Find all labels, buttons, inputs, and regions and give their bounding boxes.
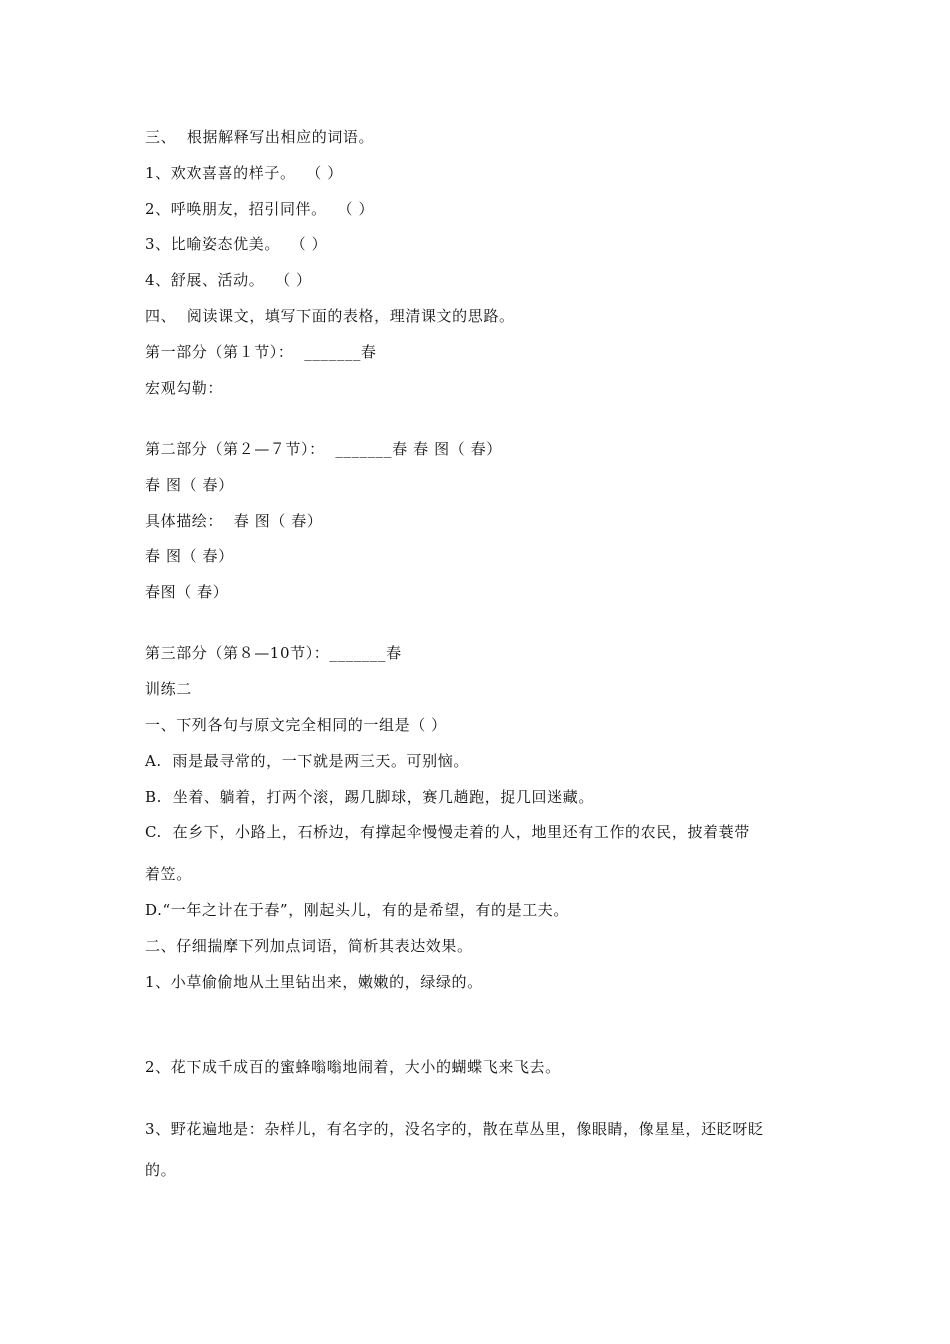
section3-item-3: 3、比喻姿态优美。 （ ） <box>145 235 328 253</box>
spring-row-2: 春 图（ 春） <box>145 547 234 565</box>
section3-item-4: 4、舒展、活动。 （ ） <box>145 271 312 289</box>
part1-line: 第一部分（第１节）： _______春 <box>145 343 377 361</box>
section3-item-2: 2、呼唤朋友，招引同伴。 （ ） <box>145 200 375 218</box>
q2-item-1: 1、小草偷偷地从土里钻出来，嫩嫩的，绿绿的。 <box>145 973 483 991</box>
concrete-line: 具体描绘： 春 图（ 春） <box>145 512 323 530</box>
q2-item-2: 2、花下成千成百的蜜蜂嗡嗡地闹着，大小的蝴蝶飞来飞去。 <box>145 1058 561 1076</box>
section3-heading: 三、 根据解释写出相应的词语。 <box>145 128 375 146</box>
q1-option-c-continued: 着笠。 <box>145 865 192 883</box>
q2-item-3-continued: 的。 <box>145 1161 177 1179</box>
macro-label: 宏观勾勒： <box>145 379 224 397</box>
spring-row-1: 春 图（ 春） <box>145 476 234 494</box>
q2-question: 二、仔细揣摩下列加点词语，简析其表达效果。 <box>145 937 473 955</box>
q1-option-a: A. 雨是最寻常的，一下就是两三天。可别恼。 <box>145 752 469 770</box>
q1-option-d: D.“一年之计在于春”，刚起头儿，有的是希望，有的是工夫。 <box>145 901 569 919</box>
q1-option-b: B. 坐着、躺着，打两个滚，踢几脚球，赛几趟跑，捉几回迷藏。 <box>145 788 594 806</box>
q1-option-c: C. 在乡下，小路上，石桥边，有撑起伞慢慢走着的人，地里还有工作的农民，披着蓑带 <box>145 823 750 841</box>
q2-item-3: 3、野花遍地是：杂样儿，有名字的，没名字的，散在草丛里，像眼睛，像星星，还眨呀眨 <box>145 1120 764 1138</box>
q1-question: 一、下列各句与原文完全相同的一组是（ ） <box>145 716 447 734</box>
spring-row-3: 春图（ 春） <box>145 583 229 601</box>
training2-title: 训练二 <box>145 680 192 698</box>
part2-line: 第二部分（第２—７节）： _______春 春 图（ 春） <box>145 440 502 458</box>
section4-heading: 四、 阅读课文，填写下面的表格，理清课文的思路。 <box>145 307 515 325</box>
part3-line: 第三部分（第８—10节）：_______春 <box>145 644 402 662</box>
section3-item-1: 1、欢欢喜喜的样子。 （ ） <box>145 164 343 182</box>
